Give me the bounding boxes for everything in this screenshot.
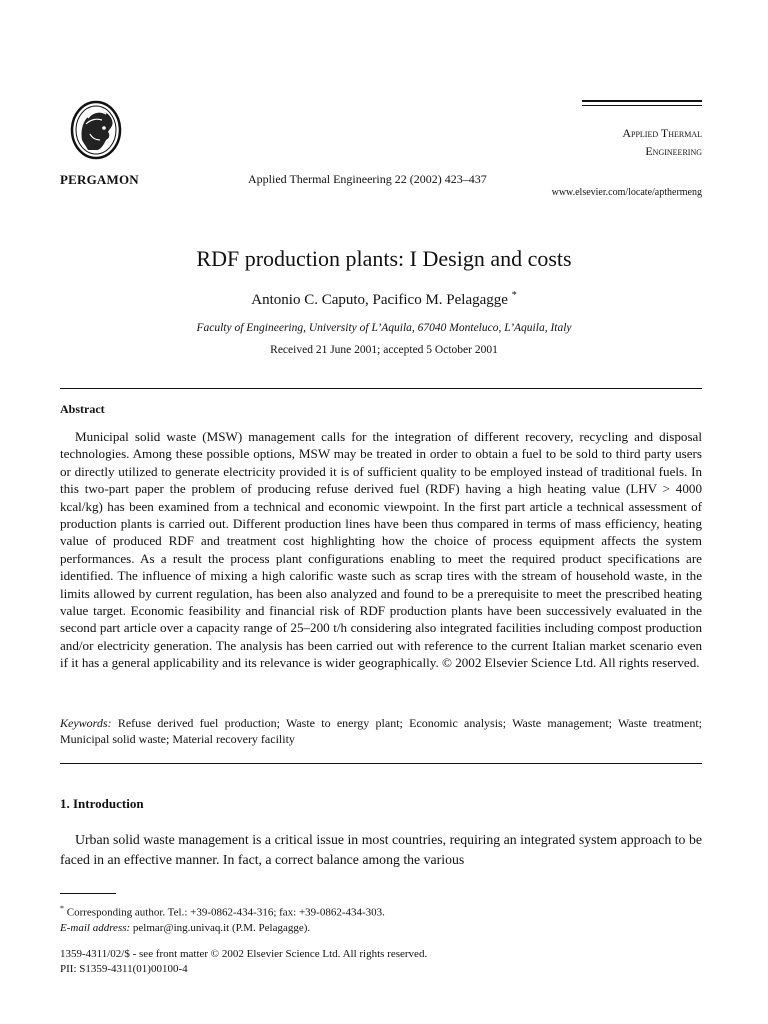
footnote-email xyxy=(60,921,720,936)
abstract-text: Municipal solid waste (MSW) management calls for the integration of different recovery, recycling and disposal technologies. Among these possible options, MSW may be treated in order to obtain a fuel to be sold to third party users or directly utilized to generate electricity provided it is of sufficient quality to be employed instead of traditional fuels. In this two-part paper the problem of producing refuse derived fuel (RDF) having a high heating value (LHV > 4000 kcal/kg) has been examined from a technical and economic viewpoint. In the first part article a technical assessment of production plants is carried out. Different production lines have been thus compared in terms of mass efficiency, heating value of produced RDF and treatment cost highlighting how the choice of process equipment affects the system performances. As a result the process plant configurations enabling to meet the required product specifications are identified. The influence of mixing a high calorific waste such as scrap tires with the stream of household waste, in the limits allowed by current regulation, has been also analyzed and found to be a prerequisite to meet the prescribed heating value target. Economic feasibility and financial risk of RDF production plants have been successively evaluated in the second part article over a capacity range of 25–200 t/h considering also integrated facilities including compost production and/or electricity generation. The analysis has been carried out with reference to the current Italian market scenario even if it has a general applicability and its relevance is wider geographically. © 2002 Elsevier Science Ltd. All rights reserved. xyxy=(60,429,702,671)
section-heading-introduction: 1. Introduction xyxy=(60,796,144,811)
author-footnote-mark[interactable]: * xyxy=(511,290,517,301)
abstract-bottom-rule xyxy=(60,763,702,764)
keywords-label: Keywords: xyxy=(60,716,112,730)
header-rule-thin xyxy=(582,105,702,106)
email-label: E-mail address: xyxy=(60,921,131,934)
keywords-text: Refuse derived fuel production; Waste to energy plant; Economic analysis; Waste management; Waste treatment; Municipal solid waste; Material recovery facility xyxy=(60,716,702,746)
introduction-text: Urban solid waste management is a critical issue in most countries, requiring an integrated system approach to be faced in an effective manner. In fact, a correct balance among the various xyxy=(60,832,702,867)
pergamon-logo-icon xyxy=(68,98,124,162)
author-names: Antonio C. Caputo, Pacifico M. Pelagagge xyxy=(251,292,508,308)
received-dates: Received 21 June 2001; accepted 5 October 2001 xyxy=(270,344,498,356)
journal-reference: Applied Thermal Engineering 22 (2002) 423–437 xyxy=(248,172,487,186)
footnote xyxy=(60,901,720,936)
author-affiliation: Faculty of Engineering, University of L’Aquila, 67040 Monteluco, L’Aquila, Italy xyxy=(196,322,572,334)
publisher-name: PERGAMON xyxy=(60,172,139,187)
footnote-rule xyxy=(60,893,116,894)
article-title: RDF production plants: I Design and costs xyxy=(196,246,572,271)
email-address[interactable]: pelmar@ing.univaq.it (P.M. Pelagagge). xyxy=(132,921,311,934)
journal-name-line2: Engineering xyxy=(645,144,702,158)
copyright-line: 1359-4311/02/$ - see front matter © 2002 Elsevier Science Ltd. All rights reserved. xyxy=(60,948,428,960)
footnote-mark: * xyxy=(60,904,64,913)
journal-url[interactable]: www.elsevier.com/locate/apthermeng xyxy=(551,187,702,198)
article-authors xyxy=(0,290,768,309)
header-rule xyxy=(582,100,702,102)
copyright-block xyxy=(60,947,427,977)
journal-name xyxy=(560,124,702,160)
abstract-top-rule xyxy=(60,388,702,389)
abstract-heading: Abstract xyxy=(60,402,105,416)
journal-name-line1: Applied Thermal xyxy=(622,126,702,140)
keywords xyxy=(60,715,702,747)
pii-line: PII: S1359-4311(01)00100-4 xyxy=(60,963,188,975)
corresponding-author-text: Corresponding author. Tel.: +39-0862-434-316; fax: +39-0862-434-303. xyxy=(66,906,385,919)
footnote-corresponding xyxy=(60,901,720,921)
